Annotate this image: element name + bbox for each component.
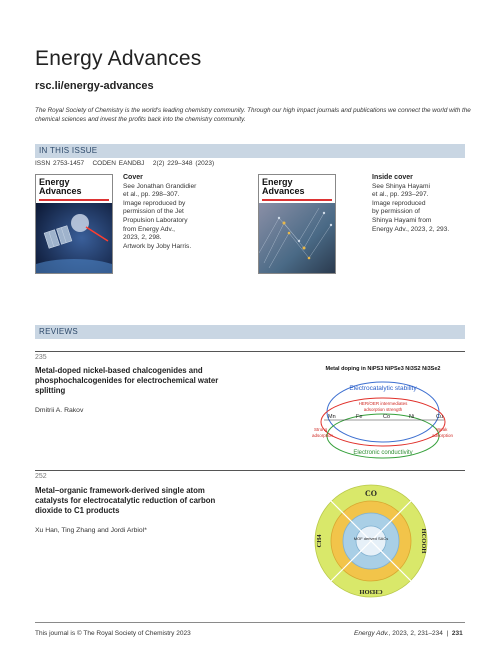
issn: ISSN 2753-1457	[35, 160, 85, 167]
cover-image[interactable]	[35, 174, 113, 274]
journal-intro: The Royal Society of Chemistry is the world's leading chemistry community. Through our high impact journals and publications we connect the world with the chemical sciences and invest the profits back into the chemistry community.	[35, 107, 471, 123]
graphic-heading: Metal doping in NiPS3 NiPSe3 Ni3S2 Ni3Se2	[325, 366, 441, 372]
weak-adsorption-label-1: Weak	[436, 427, 448, 432]
journal-title: Energy Advances	[35, 47, 202, 70]
issue-number: 2(2) 229–348 (2023)	[152, 160, 215, 167]
article-authors: Xu Han, Ting Zhang and Jordi Arbiol*	[35, 527, 147, 534]
mof-sac-graphical-abstract	[312, 482, 430, 600]
article-page-number: 235	[35, 354, 47, 361]
inside-cover-journal-title: Energy Advances	[262, 177, 305, 196]
stability-label: Electrocatalytic stability	[349, 385, 417, 392]
space-artwork-illustration	[36, 203, 112, 273]
strong-adsorption-label-1: Strong	[314, 427, 328, 432]
cover-journal-title: Energy Advances	[39, 177, 82, 196]
product-ch4: CH4	[316, 534, 323, 548]
strong-adsorption-label-2: adsorption	[312, 433, 334, 438]
metal-label: Co	[383, 414, 391, 420]
article-page-number: 252	[35, 473, 47, 480]
footer-journal: Energy Adv.	[354, 630, 389, 637]
inside-cover-blurb: Inside cover See Shinya Hayami et al., pp. 293–297. Image reproduced by permission of Shinya Hayami from Energy Adv., 2023, 2, 293.	[372, 174, 482, 234]
in-this-issue-bar	[35, 144, 465, 158]
metal-label: Fe	[356, 414, 363, 420]
article-authors: Dmitrii A. Rakov	[35, 407, 84, 414]
footer-rule	[35, 622, 465, 623]
coden: CODEN EANDBJ	[92, 160, 145, 167]
article-title[interactable]: Metal–organic framework-derived single atom catalysts for electrocatalytic reduction of carbon dioxide to C1 products	[35, 486, 216, 515]
molecular-artwork-illustration	[259, 203, 335, 273]
footer-citation-text: , 2023, 2, 231–234	[388, 630, 443, 637]
metal-label: Cu	[436, 414, 444, 420]
cover-accent-bar	[39, 199, 109, 201]
inside-cover-heading: Inside cover	[372, 174, 413, 181]
reviews-bar	[35, 325, 465, 339]
intermediates-label-1: HER/OER intermediates	[358, 401, 408, 406]
inside-cover-accent-bar	[262, 199, 332, 201]
metal-label: Ni	[409, 414, 415, 420]
metal-label: Mn	[328, 414, 336, 420]
article-divider	[35, 351, 465, 352]
product-co: CO	[365, 489, 377, 498]
footer-copyright: This journal is © The Royal Society of Chemistry 2023	[35, 630, 191, 637]
in-this-issue-label: IN THIS ISSUE	[39, 146, 98, 155]
footer-page-number: 231	[451, 630, 463, 637]
intermediates-label-2: adsorption strength	[363, 407, 403, 412]
cover-heading: Cover	[123, 174, 143, 181]
inside-cover-image[interactable]	[258, 174, 336, 274]
metal-doping-graphical-abstract	[296, 360, 471, 470]
reviews-label: REVIEWS	[39, 327, 78, 336]
issue-info	[35, 160, 214, 167]
article-divider	[35, 470, 465, 471]
conductivity-label: Electronic conductivity	[353, 450, 413, 456]
footer-citation	[354, 630, 463, 637]
cover-blurb: Cover See Jonathan Grandidier et al., pp. 298–307. Image reproduced by permission of the Jet Propulsion Laboratory from Energy Adv., 2023, 2, 298. Artwork by Joby Harris.	[123, 174, 233, 251]
footer-separator: |	[446, 630, 449, 637]
article-title[interactable]: Metal-doped nickel-based chalcogenides and phosphochalcogenides for electrochemical water splitting	[35, 366, 219, 395]
product-hcooh: HCOOH	[420, 528, 427, 554]
product-ch3oh: CH3OH	[359, 588, 383, 595]
journal-url[interactable]: rsc.li/energy-advances	[35, 80, 154, 92]
center-label: MOF derived SACs	[353, 536, 389, 541]
weak-adsorption-label-2: adsorption	[432, 433, 454, 438]
